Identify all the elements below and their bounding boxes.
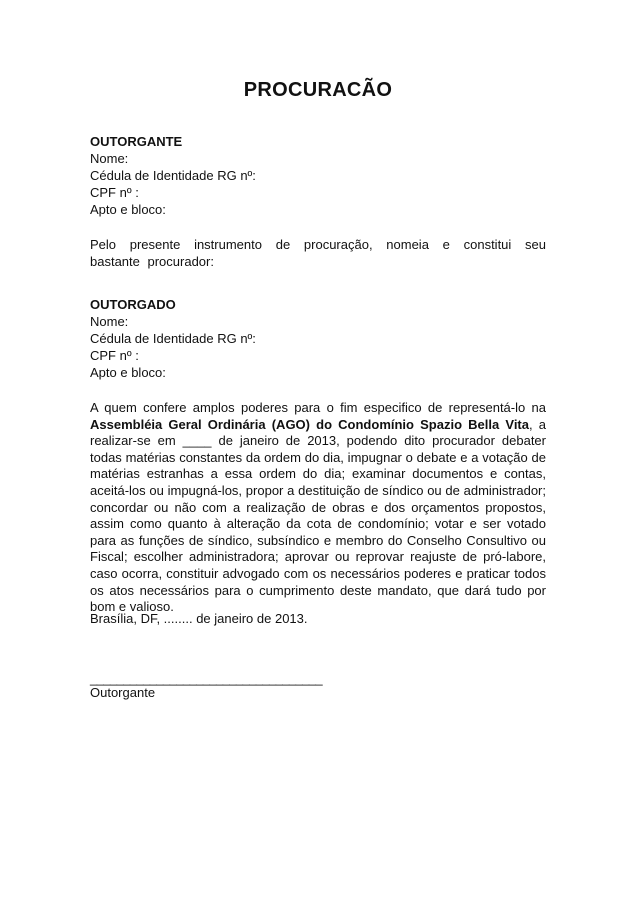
powers-paragraph (90, 400, 546, 616)
outorgado-rg: Cédula de Identidade RG nº: (90, 331, 256, 346)
powers-text-rest: , a realizar-se em ____ de janeiro de 2013, podendo dito procurador debater todas matérias constantes da ordem do dia, impugnar o debate e a votação de matérias estranhas a essa ordem do dia; examinar documentos e contas, aceitá-los ou impugná-los, propor a destituição de síndico ou de administrador; concordar ou não com a realização de obras e dos orçamentos propostos, assim como quanto à alteração da cota de condomínio; votar e ser votado para as funções de síndico, subsíndico e membro do Conselho Consultivo ou Fiscal; escolher administradora; aprovar ou reprovar reajuste de pró-labore, caso ocorra, constituir advogado com os necessários poderes e praticar todos os atos necessários para o cumprimento deste mandato, que dará tudo por bom e valioso. (90, 416, 546, 615)
outorgado-nome: Nome: (90, 314, 129, 329)
signature-label: Outorgante (90, 685, 156, 700)
date-text: Brasília, DF, ........ de janeiro de 2013. (90, 611, 308, 626)
date-line (90, 610, 546, 627)
document-title: PROCURACÃO (243, 79, 393, 101)
signature-label-block (90, 684, 546, 701)
outorgado-section (90, 296, 546, 381)
outorgado-cpf: CPF nº : (90, 348, 139, 363)
outorgante-cpf: CPF nº : (90, 185, 139, 200)
outorgante-nome: Nome: (90, 151, 129, 166)
outorgado-heading: OUTORGADO (90, 297, 176, 312)
outorgante-heading: OUTORGANTE (90, 134, 183, 149)
signature-underscores: ___________________________________ (90, 671, 323, 686)
outorgante-apto: Apto e bloco: (90, 202, 166, 217)
intro-paragraph (90, 236, 546, 270)
powers-text-intro: A quem confere amplos poderes para o fim especifico de representá-lo na (90, 400, 546, 415)
outorgado-apto: Apto e bloco: (90, 365, 166, 380)
outorgante-rg: Cédula de Identidade RG nº: (90, 168, 256, 183)
assembly-name: Assembléia Geral Ordinária (AGO) do Condomínio Spazio Bella Vita (90, 416, 529, 432)
outorgante-section (90, 133, 546, 218)
intro-text: Pelo presente instrumento de procuração, nomeia e constitui seu bastante procurador: (90, 237, 546, 269)
